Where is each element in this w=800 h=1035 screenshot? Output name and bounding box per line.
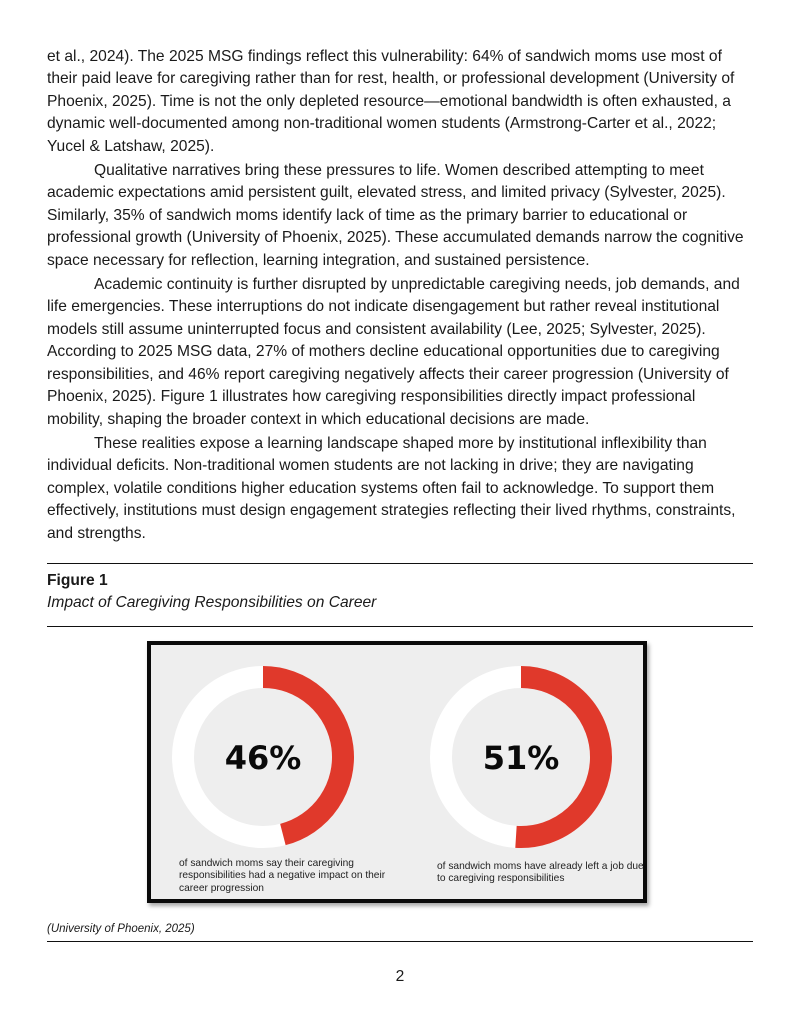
figure-caption-rule (47, 626, 753, 627)
page-number: 2 (395, 968, 405, 985)
figure-label: Figure 1 (47, 571, 108, 589)
figure-block (47, 563, 753, 942)
figure-bottom-rule (47, 941, 753, 942)
donut-value-label-2: 51% (482, 738, 560, 777)
body-paragraph-2: Qualitative narratives bring these pressures to life. Women described attempting to meet academic expectations amid persistent guilt, elevated stress, and limited privacy (Sylvester, 2025). Similarly, 35% of sandwich moms identify lack of time as the primary barrier to educational or professional growth (University of Phoenix, 2025). These accumulated demands narrow the cognitive space necessary for reflection, learning integration, and sustained persistence. (47, 162, 744, 269)
page-content (47, 46, 753, 942)
donut-value-label-1: 46% (224, 738, 302, 777)
figure-image (147, 641, 647, 903)
figure-caption: Impact of Caregiving Responsibilities on Career (47, 593, 377, 611)
donut-caption-1: of sandwich moms say their caregiving responsibilities had a negative impact on their career progression (179, 857, 386, 894)
figure-source: (University of Phoenix, 2025) (47, 922, 195, 935)
body-paragraph-4: These realities expose a learning landscape shaped more by institutional inflexibility than individual deficits. Non-traditional women students are not lacking in drive; they are navigating complex, volatile conditions higher education systems often fail to acknowledge. To support them effectively, institutions must design engagement strategies reflecting their lived rhythms, constraints, and strengths. (47, 434, 736, 542)
body-paragraph-3: Academic continuity is further disrupted by unpredictable caregiving needs, job demands, and life emergencies. These interruptions do not indicate disengagement but rather reveal institutional models still assume uninterrupted focus and consistent availability (Lee, 2025; Sylvester, 2025). According to 2025 MSG data, 27% of mothers decline educational opportunities due to caregiving responsibilities, and 46% report caregiving negatively affects their career progression (University of Phoenix, 2025). Figure 1 illustrates how caregiving responsibilities directly impact professional mobility, shaping the broader context in which educational decisions are made. (47, 276, 740, 428)
body-paragraph-1: et al., 2024). The 2025 MSG findings reflect this vulnerability: 64% of sandwich moms use most of their paid leave for caregiving rather than for rest, health, or professional development (University of Phoenix, 2025). Time is not the only depleted resource—emotional bandwidth is often exhausted, a dynamic well-documented among non-traditional women students (Armstrong-Carter et al., 2022; Yucel & Latshaw, 2025). (47, 48, 735, 155)
figure-top-rule (47, 563, 753, 564)
donut-caption-2: of sandwich moms have already left a job due to caregiving responsibilities (437, 860, 644, 885)
